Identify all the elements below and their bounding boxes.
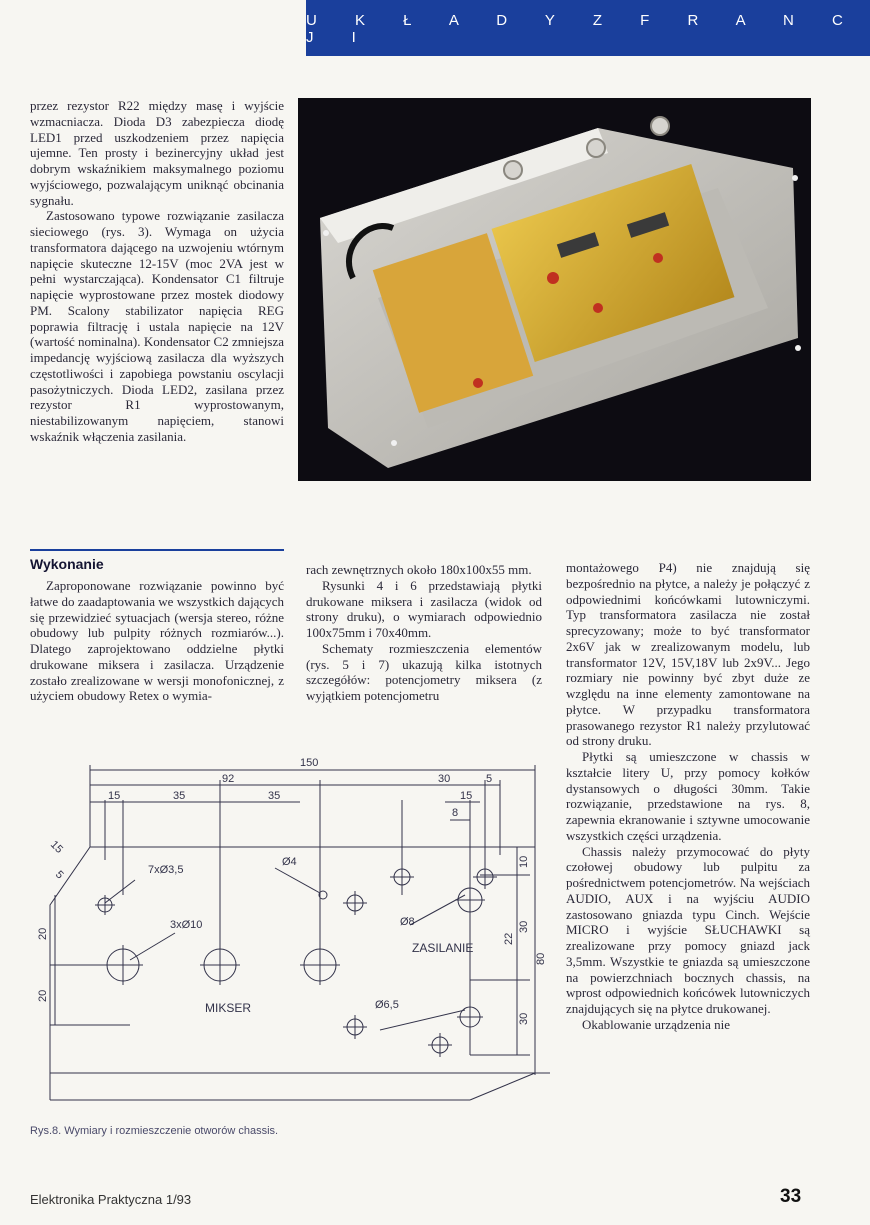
dim-label-30b: 30 xyxy=(518,920,530,933)
paragraph: Zastosowano typowe rozwiązanie zasilacza sieciowego (rys. 3). Wymaga on użycia transformatora dającego na uzwojeniu wtórnym napięcie skuteczne 12-15V (moc 2VA jest w pełni wystarczająca). Kondensator C1 filtruje napięcie wyprostowane przez mostek diodowy PM. Scalony stabilizator napięcia REG poprawia filtrację i ustala napięcie na 12V (wartość nominalna). Kondensator C2 zmniejsza impedancję wyjściową zasilacza dla wyższych częstotliwości i zapobiega powstaniu oscylacji pasożytniczych. Dioda LED2, zasilana przez rezystor R1 wyprostowanym, niestabilizowanym napięciem, stanowi wskaźnik włączenia zasilania. xyxy=(30,208,284,444)
text-column-1 xyxy=(30,98,284,445)
device-photo-illustration xyxy=(298,98,811,481)
hole-label-d8: Ø8 xyxy=(400,916,415,928)
device-photo xyxy=(298,98,811,481)
section-heading: Wykonanie xyxy=(30,556,104,572)
section-title: U K Ł A D Y Z F R A N C J I xyxy=(306,12,860,46)
dim-label-5: 5 xyxy=(486,773,493,785)
section-divider xyxy=(30,549,284,551)
journal-name: Elektronika Praktyczna 1/93 xyxy=(30,1192,192,1207)
dim-label-15c: 15 xyxy=(47,838,66,856)
dim-label-22: 22 xyxy=(503,932,515,945)
dim-label-15: 15 xyxy=(108,790,121,802)
region-label-zasilanie: ZASILANIE xyxy=(412,941,474,955)
hole-label-d65: Ø6,5 xyxy=(375,999,399,1011)
paragraph: Chassis należy przymocować do płyty czołowej obudowy lub pulpitu za pośrednictwem potencjometrów. Na wejściach AUDIO, AUX i na wyjściu AUDIO zastosowano gniazda typu Cinch. Wejście MICRO i wyjście SŁUCHAWKI są zrealizowane przy pomocy gniazd jack 3,5mm. Wszystkie te gniazda są umieszczone na powierzchniach bocznych chassis, na wprost odpowiednich końcówek lutowniczych znajdujących się na płytce drukowanej. xyxy=(566,843,810,1016)
paragraph: Zaproponowane rozwiązanie powinno być łatwe do zaadaptowania we wszystkich dających się przewidzieć sytuacjach (wersja stereo, różne obudowy lub pulpity różnych rozmiarów...). Dlatego zaprojektowano oddzielne płytki drukowane miksera i zasilacza. Urządzenie zostało zrealizowane w wersji monofonicznej, z użyciem obudowy Retex o wymia- xyxy=(30,578,284,704)
text-column-2 xyxy=(306,562,542,704)
section-banner xyxy=(306,0,870,56)
dim-label-10: 10 xyxy=(518,855,530,868)
dim-label-20a: 20 xyxy=(37,927,49,940)
hole-label-d4: Ø4 xyxy=(282,856,297,868)
hole-label-7x35: 7xØ3,5 xyxy=(148,864,184,876)
dim-label-80: 80 xyxy=(535,952,547,965)
chassis-drawing xyxy=(30,755,560,1120)
figure-caption: Rys.8. Wymiary i rozmieszczenie otworów chassis. xyxy=(30,1125,279,1137)
paragraph: rach zewnętrznych około 180x100x55 mm. xyxy=(306,562,532,577)
paragraph: Schematy rozmieszczenia elementów (rys. 5 i 7) ukazują kilka istotnych szczegółów: potencjometry miksera (z wyjątkiem potencjometru xyxy=(306,640,542,703)
chassis-dimension-diagram xyxy=(30,755,560,1120)
dim-label-30c: 30 xyxy=(518,1012,530,1025)
dim-label-5b: 5 xyxy=(52,868,66,882)
paragraph: Płytki są umieszczone w chassis w kształcie litery U, przy pomocy kołków dystansowych o długości 30mm. Takie rozwiązanie, przedstawione na rys. 8, zapewnia ekranowanie i sztywne umocowanie wszystkich części urządzenia. xyxy=(566,749,810,843)
page-number: 33 xyxy=(780,1186,802,1207)
dim-label-35a: 35 xyxy=(173,790,186,802)
dim-label-35b: 35 xyxy=(268,790,281,802)
paragraph: przez rezystor R22 między masę i wyjście wzmacniacza. Dioda D3 zabezpiecza diodę LED1 przed uszkodzeniem przez napięcia ujemne. Ten prosty i bezinercyjny układ jest dobrym wskaźnikiem maksymalnego poziomu wyjściowego, pozwalającym uniknąć obcinania sygnału. xyxy=(30,98,284,208)
dim-label-150: 150 xyxy=(300,757,319,769)
region-label-mikser: MIKSER xyxy=(205,1001,252,1015)
dim-label-20b: 20 xyxy=(37,989,49,1002)
paragraph: Okablowanie urządzenia nie xyxy=(582,1016,730,1032)
paragraph: Rysunki 4 i 6 przedstawiają płytki drukowane miksera i zasilacza (widok od strony druku), o wymiarach odpowiednio 100x75mm i 70x40mm. xyxy=(306,577,542,640)
dim-label-30: 30 xyxy=(438,773,451,785)
text-column-1b xyxy=(30,578,284,704)
dim-label-15b: 15 xyxy=(460,790,473,802)
text-column-3 xyxy=(566,560,810,1033)
dim-label-92: 92 xyxy=(222,773,235,785)
hole-label-3x10: 3xØ10 xyxy=(170,919,203,931)
dim-label-8: 8 xyxy=(452,807,459,819)
paragraph: montażowego P4) nie znajdują się bezpośrednio na płytce, a należy je połączyć z odpowiednimi końcówkami lutowniczymi. Typ transformatora zasilacza nie został sprecyzowany; może to być transformator 2x6V jak w zrealizowanym modelu, lub transformator 12V, 15V,18V lub 2x9V... Jego rozmiary nie powinny być zbyt duże ze względu na inne elementy zamontowane na płytce. W przypadku transformatora prasowanego rezystor R1 należy przylutować od strony druku. xyxy=(566,560,810,749)
